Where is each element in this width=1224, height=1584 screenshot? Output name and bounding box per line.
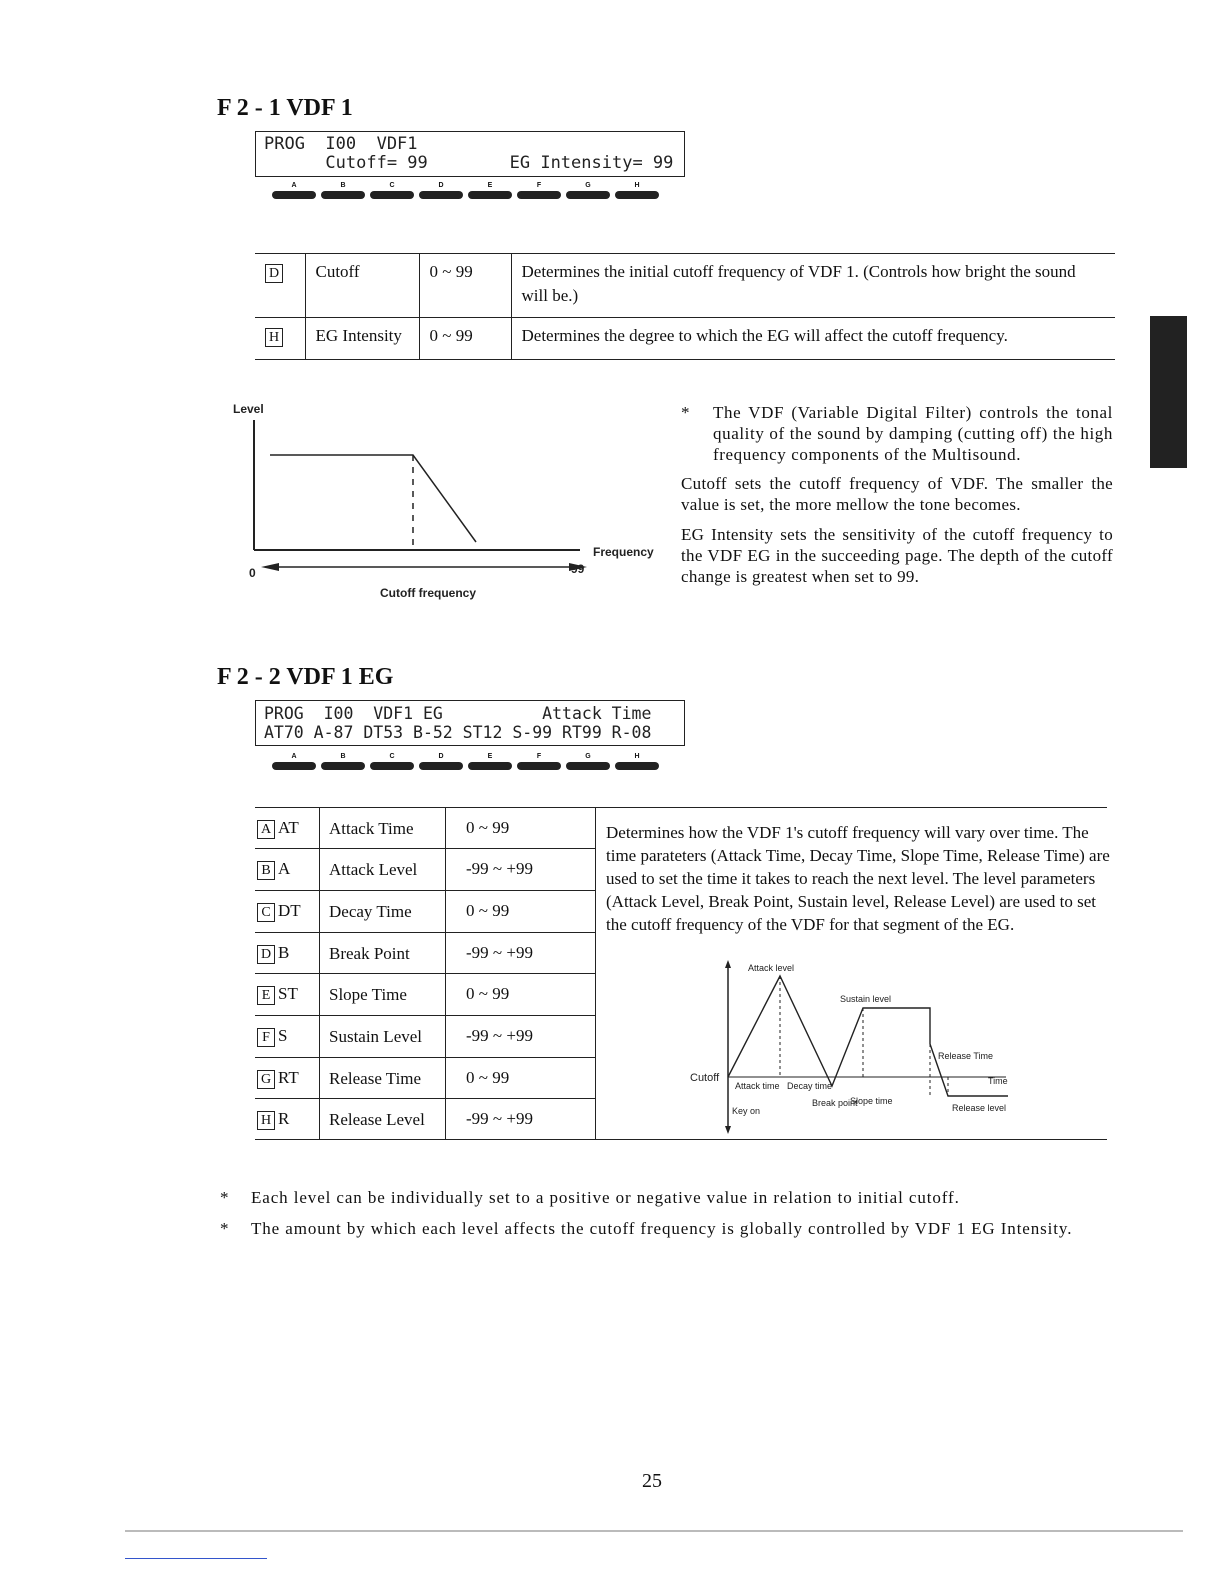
key-cell — [255, 1099, 320, 1139]
footer-divider — [125, 1530, 1183, 1532]
cutoff-frequency-label: Cutoff frequency — [380, 586, 476, 600]
function-key-bar — [615, 191, 659, 199]
key-cell — [255, 849, 320, 891]
label-time: Time — [988, 1076, 1008, 1086]
param-range: 0 ~ 99 — [466, 984, 510, 1003]
table-row — [255, 1058, 595, 1099]
param-name: Release Time — [320, 1058, 446, 1099]
function-key — [468, 752, 512, 770]
eg-envelope-diagram — [680, 956, 1020, 1136]
param-abbr: A — [278, 859, 291, 878]
function-key-letter: G — [585, 182, 591, 189]
table-row — [255, 891, 595, 933]
function-key — [615, 181, 659, 199]
function-key-letter: G — [585, 753, 591, 760]
key-cell — [255, 974, 320, 1016]
bullet: * — [220, 1219, 230, 1238]
param-abbr: B — [278, 943, 290, 962]
function-key-bar — [272, 762, 316, 770]
key-label: D — [257, 945, 275, 964]
key-label: C — [257, 903, 275, 922]
param-description: Determines the degree to which the EG will affect the cutoff frequency. — [521, 326, 1008, 345]
function-key — [272, 181, 316, 199]
key-label: E — [257, 986, 275, 1005]
filter-response-graph — [225, 395, 675, 610]
function-key-bar — [468, 762, 512, 770]
param-name: Sustain Level — [320, 1016, 446, 1058]
key-cell — [255, 891, 320, 933]
note-vdf-description: The VDF (Variable Digital Filter) controls the tonal quality of the sound by damping (cutting off) the high frequency components of the Multisound. — [713, 403, 1113, 464]
label-key-on: Key on — [732, 1106, 761, 1116]
key-label: A — [257, 820, 275, 839]
param-name: Cutoff — [305, 254, 419, 318]
param-range: -99 ~ +99 — [466, 1026, 533, 1045]
function-key-bar — [517, 191, 561, 199]
function-key-bar — [566, 191, 610, 199]
table-row — [255, 254, 1115, 318]
key-label: D — [265, 264, 283, 283]
key-label: B — [257, 861, 275, 880]
table-row — [255, 933, 595, 974]
param-name: Slope Time — [320, 974, 446, 1016]
function-key — [321, 181, 365, 199]
lcd-line-2: AT70 A-87 DT53 B-52 ST12 S-99 RT99 R-08 — [264, 723, 652, 742]
label-release-level: Release level — [952, 1103, 1007, 1113]
footer-link-underline — [125, 1558, 267, 1559]
param-name: Decay Time — [320, 891, 446, 933]
vdf-notes — [681, 402, 1113, 587]
bullet: * — [681, 403, 691, 422]
label-slope-time: Slope time — [850, 1096, 893, 1106]
function-key — [370, 752, 414, 770]
function-key — [419, 752, 463, 770]
function-key-row — [272, 181, 659, 199]
arrow-up-icon — [725, 960, 731, 968]
function-key-letter: A — [291, 753, 297, 760]
lcd-line-1: PROG I00 VDF1 EG Attack Time — [264, 704, 652, 723]
function-key-letter: E — [487, 753, 493, 760]
table-row — [255, 1016, 595, 1058]
function-key-bar — [370, 191, 414, 199]
param-abbr: DT — [278, 901, 301, 920]
key-cell — [255, 1058, 320, 1099]
function-key-letter: E — [487, 182, 493, 189]
function-key-letter: H — [634, 182, 640, 189]
bullet: * — [220, 1188, 230, 1207]
function-key — [419, 181, 463, 199]
param-name: EG Intensity — [305, 318, 419, 360]
function-key-bar — [321, 191, 365, 199]
function-key-bar — [566, 762, 610, 770]
section-tab-marker — [1150, 316, 1187, 468]
function-key-letter: F — [536, 182, 542, 189]
range-min-label: 0 — [249, 566, 256, 580]
key-label: G — [257, 1070, 275, 1089]
function-key-letter: D — [438, 753, 444, 760]
param-abbr: R — [278, 1109, 290, 1128]
param-range: 0 ~ 99 — [466, 818, 510, 837]
function-key-letter: B — [340, 182, 346, 189]
function-key-bar — [419, 191, 463, 199]
function-key — [468, 181, 512, 199]
table-row — [255, 974, 595, 1016]
function-key-bar — [419, 762, 463, 770]
range-max-label: 99 — [571, 562, 585, 576]
vdf1-parameter-table — [255, 253, 1115, 360]
label-release-time: Release Time — [938, 1051, 994, 1061]
table-row — [255, 1099, 595, 1139]
footnote-1: Each level can be individually set to a positive or negative value in relation to initial cutoff. — [251, 1188, 960, 1207]
note-eg-intensity: EG Intensity sets the sensitivity of the cutoff frequency to the VDF EG in the succeeding page. The depth of the cutoff change is greatest when set to 99. — [681, 525, 1113, 586]
function-key-letter: H — [634, 753, 640, 760]
param-range: -99 ~ +99 — [466, 1109, 533, 1128]
lcd-line-1: PROG I00 VDF1 — [264, 134, 418, 154]
function-key — [321, 752, 365, 770]
function-key-bar — [272, 191, 316, 199]
lcd-display-vdf1 — [255, 131, 685, 177]
arrow-down-icon — [725, 1126, 731, 1134]
function-key-letter: B — [340, 753, 346, 760]
function-key — [615, 752, 659, 770]
section2-heading: F 2 - 2 VDF 1 EG — [217, 664, 394, 690]
table-row — [255, 849, 595, 891]
key-cell — [255, 808, 320, 849]
param-name: Attack Level — [320, 849, 446, 891]
note-cutoff: Cutoff sets the cutoff frequency of VDF. The smaller the value is set, the more mellow the tone becomes. — [681, 474, 1113, 514]
param-abbr: AT — [278, 818, 299, 837]
param-range: -99 ~ +99 — [466, 859, 533, 878]
lcd-line-2: Cutoff= 99 EG Intensity= 99 — [264, 153, 674, 173]
key-label: F — [257, 1028, 275, 1047]
section1-heading: F 2 - 1 VDF 1 — [217, 95, 353, 121]
footnote-2: The amount by which each level affects the cutoff frequency is globally controlled by VDF 1 EG Intensity. — [251, 1219, 1073, 1238]
label-break-point: Break point — [812, 1098, 858, 1108]
filter-curve — [270, 455, 476, 542]
function-key — [272, 752, 316, 770]
function-key-bar — [370, 762, 414, 770]
param-abbr: S — [278, 1026, 288, 1045]
level-axis-label: Level — [233, 402, 264, 416]
key-label: H — [265, 328, 283, 347]
page-number: 25 — [642, 1470, 662, 1492]
function-key-letter: D — [438, 182, 444, 189]
label-cutoff: Cutoff — [690, 1072, 720, 1084]
param-name: Break Point — [320, 933, 446, 974]
function-key-letter: C — [389, 753, 395, 760]
table-divider — [595, 808, 596, 1139]
param-abbr: ST — [278, 984, 298, 1003]
function-key-letter: F — [536, 753, 542, 760]
key-cell — [255, 1016, 320, 1058]
param-range: 0 ~ 99 — [466, 1068, 510, 1087]
param-abbr: RT — [278, 1068, 299, 1087]
param-name: Release Level — [320, 1099, 446, 1139]
footnotes — [220, 1187, 1120, 1240]
key-cell — [255, 933, 320, 974]
eg-description: Determines how the VDF 1's cutoff frequency will vary over time. The time parateters (Attack Time, Decay Time, Slope Time, Release Time) are used to set the time it takes to reach the next level. The level parameters (Attack Level, Break Point, Sustain level, Release Level) are used to set the cutoff frequency of the VDF for that segment of the EG. — [606, 823, 1110, 934]
function-key — [517, 181, 561, 199]
key-label: H — [257, 1111, 275, 1130]
param-range: -99 ~ +99 — [466, 943, 533, 962]
arrow-left-icon — [261, 563, 279, 571]
label-decay-time: Decay time — [787, 1081, 833, 1091]
function-key — [517, 752, 561, 770]
function-key — [566, 752, 610, 770]
function-key-letter: A — [291, 182, 297, 189]
label-attack-level: Attack level — [748, 963, 795, 973]
frequency-axis-label: Frequency — [593, 545, 654, 559]
param-range: 0 ~ 99 — [466, 901, 510, 920]
function-key-bar — [517, 762, 561, 770]
function-key-letter: C — [389, 182, 395, 189]
function-key — [566, 181, 610, 199]
table-row — [255, 318, 1115, 360]
param-description: Determines the initial cutoff frequency of VDF 1. (Controls how bright the sound will be.) — [521, 262, 1076, 305]
param-name: Attack Time — [320, 808, 446, 849]
param-range: 0 ~ 99 — [419, 254, 511, 318]
function-key-row — [272, 752, 659, 770]
table-row — [255, 808, 595, 849]
function-key-bar — [615, 762, 659, 770]
lcd-display-vdf1-eg — [255, 700, 685, 746]
function-key-bar — [321, 762, 365, 770]
label-attack-time: Attack time — [735, 1081, 780, 1091]
function-key — [370, 181, 414, 199]
param-range: 0 ~ 99 — [419, 318, 511, 360]
vdf1-eg-parameter-table — [255, 807, 1110, 1140]
label-sustain-level: Sustain level — [840, 994, 892, 1004]
function-key-bar — [468, 191, 512, 199]
